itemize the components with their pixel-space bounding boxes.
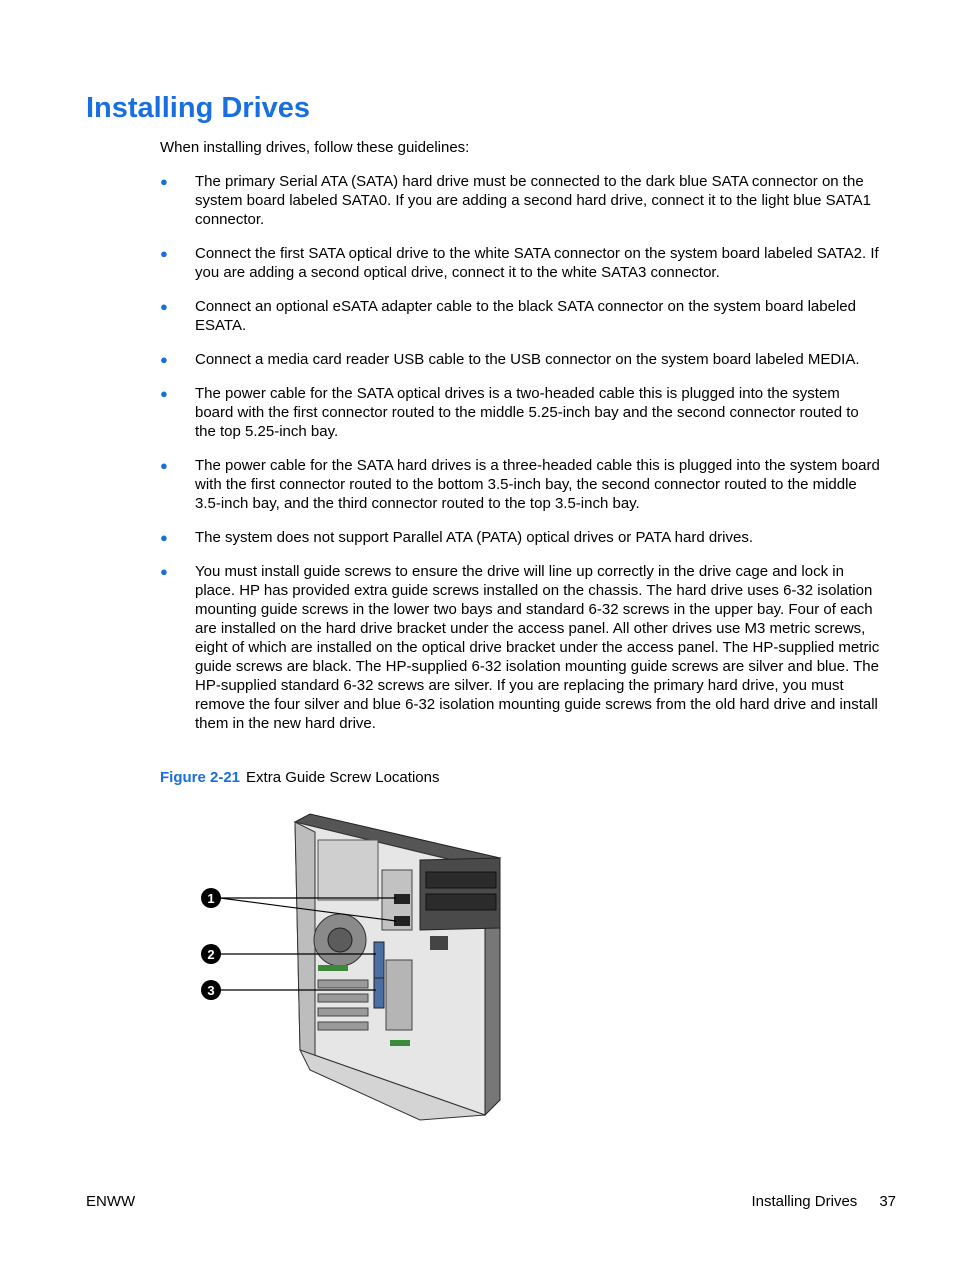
figure-label: Figure 2-21 — [160, 769, 241, 786]
footer-right — [751, 1192, 896, 1211]
list-item — [160, 384, 882, 441]
list-item-text: The power cable for the SATA optical drives is a two-headed cable this is plugged into the system board with the first connector routed to the middle 5.25-inch bay and the second connector routed to the top 5.25-inch bay. — [195, 385, 859, 440]
list-item — [160, 528, 882, 547]
callout-3-label: 3 — [207, 983, 215, 998]
list-item — [160, 562, 882, 733]
list-item — [160, 456, 882, 513]
list-item-text: Connect an optional eSATA adapter cable to the black SATA connector on the system board labeled ESATA. — [195, 298, 856, 334]
list-item-text: Connect a media card reader USB cable to the USB connector on the system board labeled MEDIA. — [195, 351, 860, 368]
callout-2-label: 2 — [207, 947, 215, 962]
bullet-icon: ● — [160, 299, 168, 314]
list-item-text: You must install guide screws to ensure the drive will line up correctly in the drive cage and lock in place. HP has provided extra guide screws installed on the chassis. The hard drive uses 6-32 isolation mounting guide screws in the lower two bays and standard 6-32 screws in the upper bay. Four of each are installed on the hard drive bracket under the access panel. All other drives use M3 metric screws, eight of which are installed on the optical drive bracket under the access panel. The HP-supplied metric guide screws are black. The HP-supplied 6-32 isolation mounting guide screws are silver and blue. The HP-supplied standard 6-32 screws are silver. If you are replacing the primary hard drive, you must remove the four silver and blue 6-32 isolation mounting guide screws from the old hard drive and install them in the new hard drive. — [195, 563, 880, 732]
list-item-text: The system does not support Parallel ATA (PATA) optical drives or PATA hard drives. — [195, 529, 754, 546]
list-item — [160, 350, 882, 369]
list-item — [160, 172, 882, 229]
chassis-drawing — [190, 810, 510, 1125]
footer-section: Installing Drives — [751, 1193, 858, 1210]
bullet-icon: ● — [160, 352, 168, 367]
list-item — [160, 244, 882, 282]
intro-text: When installing drives, follow these guidelines: — [160, 139, 470, 156]
guidelines-list — [160, 172, 882, 748]
page-title: Installing Drives — [86, 92, 311, 124]
bullet-icon: ● — [160, 564, 168, 579]
bullet-icon: ● — [160, 246, 168, 261]
list-item — [160, 297, 882, 335]
bullet-icon: ● — [160, 174, 168, 189]
list-item-text: Connect the first SATA optical drive to the white SATA connector on the system board labeled SATA2. If you are adding a second optical drive, connect it to the white SATA3 connector. — [195, 245, 879, 281]
bullet-icon: ● — [160, 530, 168, 545]
figure-caption — [160, 768, 439, 787]
callout-1-label: 1 — [207, 891, 215, 906]
list-item-text: The power cable for the SATA hard drives is a three-headed cable this is plugged into the system board with the first connector routed to the bottom 3.5-inch bay, the second connector routed to the middle 3.5-inch bay, and the third connector routed to the top 3.5-inch bay. — [195, 457, 880, 512]
bullet-icon: ● — [160, 386, 168, 401]
page-number: 37 — [879, 1193, 896, 1210]
footer-left: ENWW — [86, 1193, 136, 1210]
bullet-icon: ● — [160, 458, 168, 473]
list-item-text: The primary Serial ATA (SATA) hard drive must be connected to the dark blue SATA connector on the system board labeled SATA0. If you are adding a second hard drive, connect it to the light blue SATA1 connector. — [195, 173, 871, 228]
figure-caption-text: Extra Guide Screw Locations — [246, 769, 440, 786]
chassis-illustration — [190, 810, 510, 1125]
